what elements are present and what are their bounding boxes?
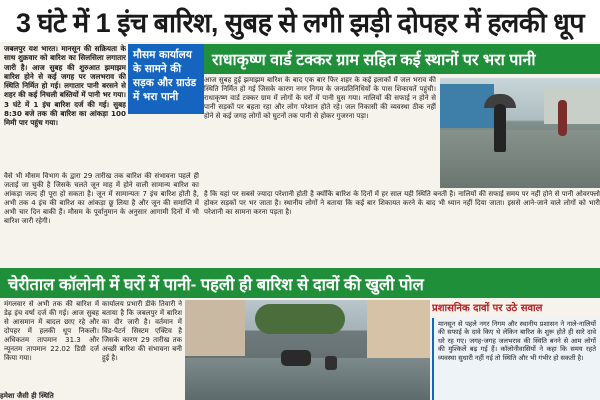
intro-paragraph: जबलपुर यश भारत। मानसून की सक्रियता के साथ शुक्रवार को बारिश का सिलसिला लगातार जारी है। आज सुबह की शुरुआत झमाझम बारिश होने से कई जगह पर जलभराव की स्थिति निर्मित हो गई। लगातार पानी बरसने से शहर की कई निचली बस्तियों में पानी भर गया। 3 घंटे में 1 इंच बारिश दर्ज की गई। सुबह 8:30 बजे तक की बारिश का आंकड़ा 100 मिमी पार पहुंच गया। xyxy=(4,44,126,128)
admin-claims-headline: प्रशासनिक दावों पर उठे सवाल xyxy=(432,303,543,314)
weather-officer-text: कार्यालय प्रभारी डीके तिवारी ने बताया है कि जबलपुर में बारिश का दौर जारी है। वर्तमान में विंड-पैटर्न सिस्टम एक्टिव है जिसके कारण 29 तारीख तक अच्छी बारिश की संभावना बनी हुई है। xyxy=(102,300,182,362)
cheertal-colony-headline: चेरीताल कॉलोनी में घरों में पानी- पहली ही बारिश से दावों की खुली पोल xyxy=(0,268,600,298)
rain-forecast-text: वैसे भी मौसम विभाग के द्वारा 29 तारीख तक बारिश की संभावना पहले ही जताई जा चुकी है जिसके चलते जून माह में होने वाली सामान्य बारिश का आंकड़ा जल्द ही पूरा हो सकता है। जून में सामान्यतः 7 इंच बारिश होती है, अभी तक 4 इंच की बारिश का आंकड़ा छू लिया है और जून की समाप्ति में अभी चार दिन बाकी हैं। मौसम के पूर्वानुमान के अनुसार आगामी दिनों में भी बारिश जारी रहेगी। xyxy=(4,172,199,225)
weather-office-callout: मौसम कार्यालय के सामने की सड़क और ग्राउंड में भरा पानी xyxy=(128,44,204,114)
ward-story-text: आज सुबह हुई झमाझम बारिश के बाद एक बार फिर शहर के कई इलाकों में जल भराव की स्थिति निर्मित हो गई जिसके कारण नगर निगम के जनप्रतिनिधियों के पास शिकायतें पहुंची। राधाकृष्ण वार्ड टक्कर ग्राम में लोगों के घरों में पानी घुस गया। नालियों की सफाई न होने से पानी सड़कों पर बहता रहा और लोग परेशान होते रहे। जल निकासी की व्यवस्था ठीक नहीं होने से कई जगह लोगों को घुटनों तक पानी से होकर गुजरना पड़ा। xyxy=(204,76,436,120)
flooded-street-photo xyxy=(440,78,600,188)
radhakrishna-ward-headline: राधाकृष्ण वार्ड टक्कर ग्राम सहित कई स्थानों पर भरा पानी xyxy=(204,44,600,74)
flooded-colony-photo xyxy=(185,300,430,400)
waterlogging-story-text: है कि यहां पर सबसे ज्यादा परेशानी होती है क्योंकि बारिश के दिनों में हर साल यही स्थिति बनती है। नालियों की सफाई समय पर नहीं होने से पानी ओवरफ्लो होकर सड़कों पर भर जाता है। स्थानीय लोगों ने बताया कि कई बार शिकायत करने के बाद भी ध्यान नहीं दिया जाता। इससे आने-जाने वाले लोगों को भारी परेशानी का सामना करना पड़ता है। xyxy=(204,190,600,216)
bottom-headline-fragment: हमेशा जैसी ही स्थिति xyxy=(0,392,54,400)
temperature-report-text: मंगलवार से अभी तक की बारिश में डेढ़ इंच वर्षा दर्ज की गई। आज सुबह से आसमान में बादल छाए रहे और दोपहर में हलकी धूप निकली। अधिकतम तापमान 31.3 और न्यूनतम तापमान 22.02 डिग्री दर्ज किया गया। xyxy=(4,300,99,362)
admin-claims-text: मानसून से पहले नगर निगम और स्थानीय प्रशासन ने नाले-नालियों की सफाई के दावे किए थे लेकिन बारिश के शुरू होते ही सारे दावे धरे रह गए। जगह-जगह जलभराव की स्थिति बनने से आम लोगों की मुश्किलें बढ़ गई हैं। कॉलोनीवासियों ने कहा कि समय रहते व्यवस्था सुधारी नहीं गई तो स्थिति और भी गंभीर हो सकती है। xyxy=(432,318,600,400)
main-headline: 3 घंटे में 1 इंच बारिश, सुबह से लगी झड़ी दोपहर में हलकी धूप xyxy=(0,0,600,42)
